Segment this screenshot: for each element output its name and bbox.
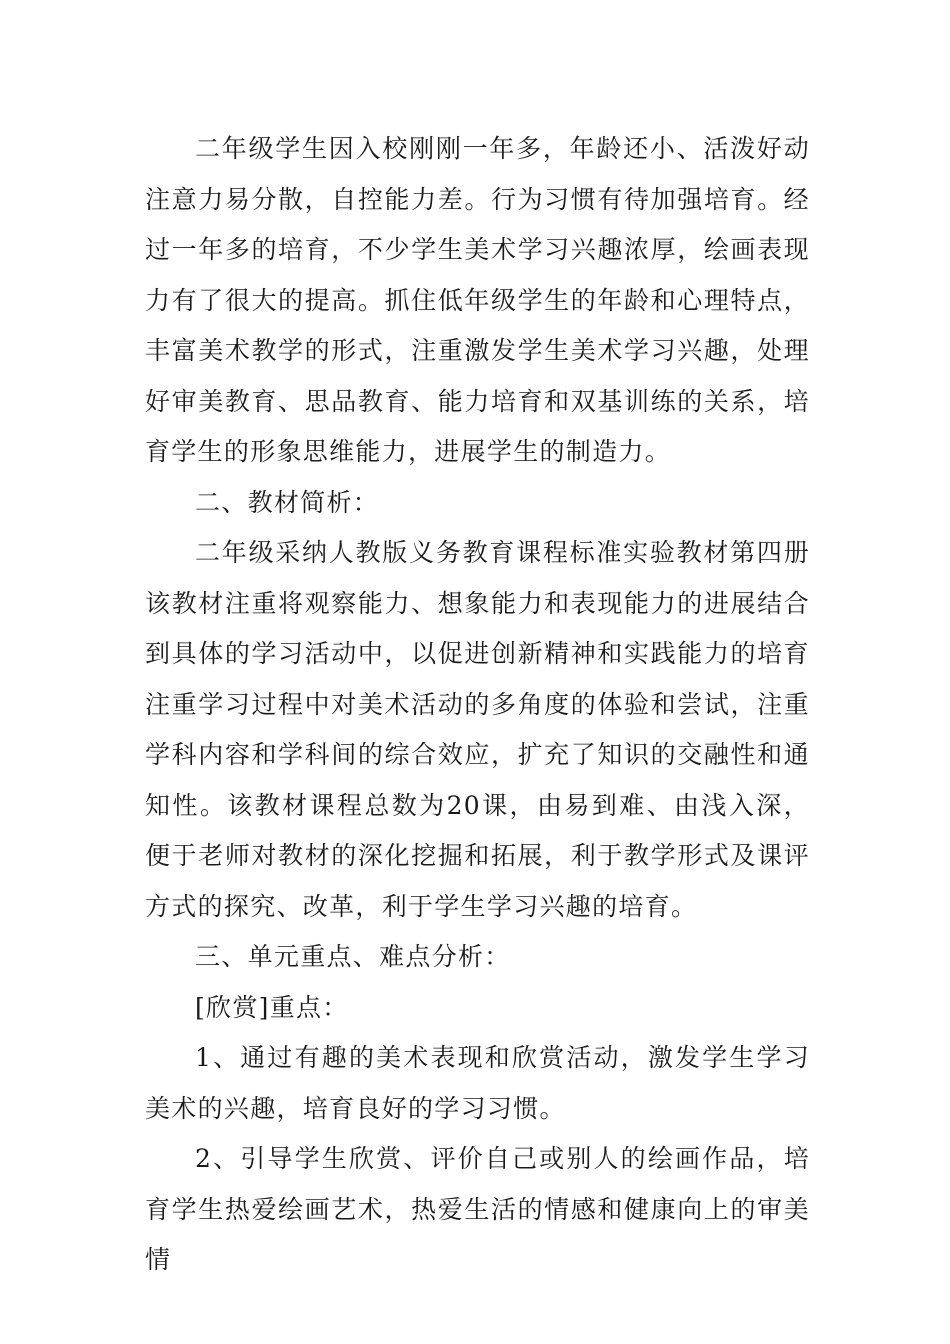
heading-textbook-analysis: 二、教材简析：	[195, 487, 380, 517]
list-item-2: 2、引导学生欣赏、评价自己或别人的绘画作品，培育学生热爱绘画艺术，热爱生活的情感和健康向上的审美情	[145, 1144, 810, 1274]
document-body	[145, 124, 810, 1286]
heading-unit-key-points: 三、单元重点、难点分析：	[195, 942, 511, 971]
heading-appreciation-key-points: [欣赏]重点：	[195, 992, 349, 1022]
paragraph-textbook-analysis: 二年级采纳人教版义务教育课程标准实验教材第四册该教材注重将观察能力、想象能力和表现能力的进展结合到具体的学习活动中，以促进创新精神和实践能力的培育注重学习过程中对美术活动的多角度的体验和尝试，注重学科内容和学科间的综合效应，扩充了知识的交融性和通知性。该教材课程总数为20课，由易到难、由浅入深，便于老师对教材的深化挖掘和拓展，利于教学形式及课评方式的探究、改革，利于学生学习兴趣的培育。	[145, 538, 810, 921]
list-item-1: 1、通过有趣的美术表现和欣赏活动，激发学生学习美术的兴趣，培育良好的学习习惯。	[145, 1043, 810, 1123]
paragraph-student-analysis: 二年级学生因入校刚刚一年多，年龄还小、活泼好动注意力易分散，自控能力差。行为习惯有待加强培育。经过一年多的培育，不少学生美术学习兴趣浓厚，绘画表现力有了很大的提高。抓住低年级学生的年龄和心理特点，丰富美术教学的形式，注重激发学生美术学习兴趣，处理好审美教育、思品教育、能力培育和双基训练的关系，培育学生的形象思维能力，进展学生的制造力。	[145, 134, 810, 466]
